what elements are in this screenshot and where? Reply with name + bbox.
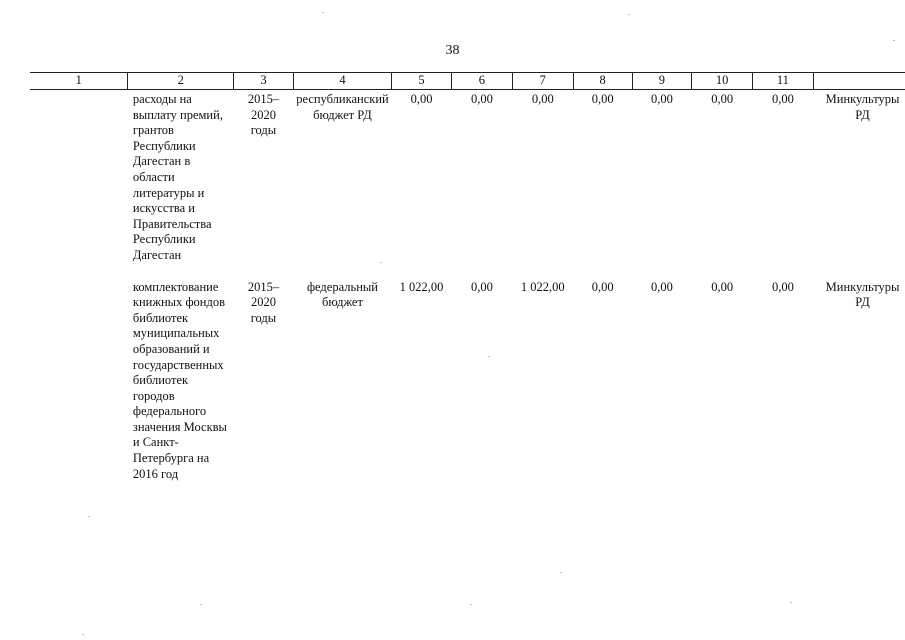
column-header-12 (813, 73, 905, 90)
scan-speck (488, 356, 490, 357)
cell-value-10: 0,00 (711, 92, 734, 106)
column-header-5: 5 (392, 73, 452, 90)
cell-value-5: 1 022,00 (399, 279, 444, 294)
cell-number (30, 278, 128, 524)
cell-executor: Минкультуры РД (825, 279, 900, 310)
cell-value-8: 0,00 (591, 279, 614, 294)
column-header-11: 11 (753, 73, 813, 90)
column-header-8: 8 (573, 73, 632, 90)
cell-value-9: 0,00 (650, 279, 673, 294)
column-header-6: 6 (451, 73, 512, 90)
scan-speck (82, 634, 84, 635)
column-header-4: 4 (293, 73, 392, 90)
cell-period: 2015–2020 годы (247, 279, 280, 325)
column-header-1: 1 (30, 73, 128, 90)
cell-value-9: 0,00 (650, 92, 673, 106)
cell-funding-source: республиканский бюджет РД (296, 92, 389, 122)
cell-executor: Минкультуры РД (825, 92, 900, 122)
table-row (30, 278, 905, 524)
cell-value-6: 0,00 (470, 92, 493, 106)
page-number: 38 (445, 43, 460, 58)
column-header-2: 2 (128, 73, 234, 90)
scan-speck (380, 262, 382, 263)
column-header-10: 10 (692, 73, 753, 90)
scan-speck (628, 14, 630, 15)
column-header-9: 9 (632, 73, 691, 90)
scan-speck (200, 604, 202, 605)
cell-activity: расходы на выплату премий, грантов Республики Дагестан в области литературы и искусства и Правительства Республики Дагестан (132, 92, 223, 262)
column-header-3: 3 (234, 73, 293, 90)
scan-speck (560, 572, 562, 573)
cell-period: 2015–2020 годы (247, 92, 280, 138)
table-row (30, 90, 905, 278)
cell-value-6: 0,00 (470, 279, 493, 294)
column-number-row (30, 73, 905, 90)
cell-activity: комплектование книжных фондов библиотек муниципальных образований и государственных библиотек городов федерального значения Москвы и Санкт-Петербурга на 2016 год (132, 279, 227, 481)
scan-speck (790, 602, 792, 603)
program-table (30, 72, 905, 524)
cell-value-11: 0,00 (771, 279, 794, 294)
cell-value-10: 0,00 (711, 279, 734, 294)
cell-value-11: 0,00 (771, 92, 794, 106)
scan-speck (88, 516, 90, 517)
cell-value-8: 0,00 (591, 92, 614, 106)
scan-speck (893, 40, 895, 41)
cell-value-5: 0,00 (410, 92, 433, 106)
cell-funding-source: федеральный бюджет (306, 279, 378, 310)
scan-speck (470, 604, 472, 605)
cell-number (30, 90, 128, 278)
scan-speck (322, 12, 324, 13)
column-header-7: 7 (513, 73, 574, 90)
cell-value-7: 1 022,00 (520, 279, 565, 294)
cell-value-7: 0,00 (531, 92, 554, 106)
